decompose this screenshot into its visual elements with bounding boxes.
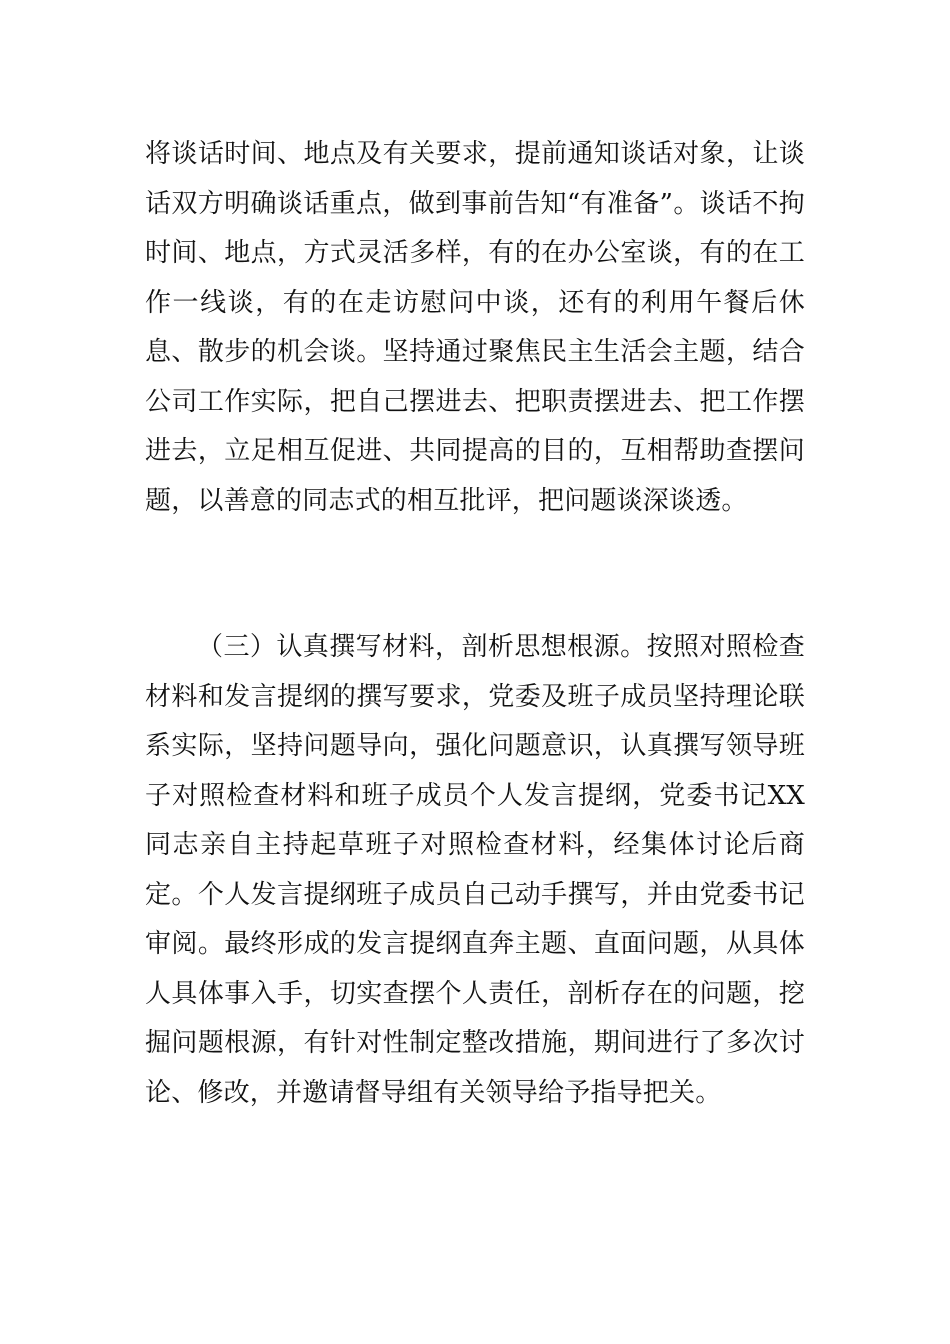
paragraph-talk-arrangements: 将谈话时间、地点及有关要求，提前通知谈话对象，让谈话双方明确谈话重点，做到事前告知“有准备”。谈话不拘时间、地点，方式灵活多样，有的在办公室谈，有的在工作一线谈，有的在走访慰问中谈，还有的利用午餐后休息、散步的机会谈。坚持通过聚焦民主生活会主题，结合公司工作实际，把自己摆进去、把职责摆进去、把工作摆进去，立足相互促进、共同提高的目的，互相帮助查摆问题，以善意的同志式的相互批评，把问题谈深谈透。 — [145, 139, 805, 516]
paragraph-writing-materials: （三）认真撰写材料，剖析思想根源。按照对照检查材料和发言提纲的撰写要求，党委及班子成员坚持理论联系实际，坚持问题导向，强化问题意识，认真撰写领导班子对照检查材料和班子成员个人发言提纲，党委书记XX同志亲自主持起草班子对照检查材料，经集体讨论后商定。个人发言提纲班子成员自己动手撰写，并由党委书记审阅。最终形成的发言提纲直奔主题、直面问题，从具体人具体事入手，切实查摆个人责任，剖析存在的问题，挖掘问题根源，有针对性制定整改措施，期间进行了多次讨论、修改，并邀请督导组有关领导给予指导把关。 — [145, 632, 805, 1108]
